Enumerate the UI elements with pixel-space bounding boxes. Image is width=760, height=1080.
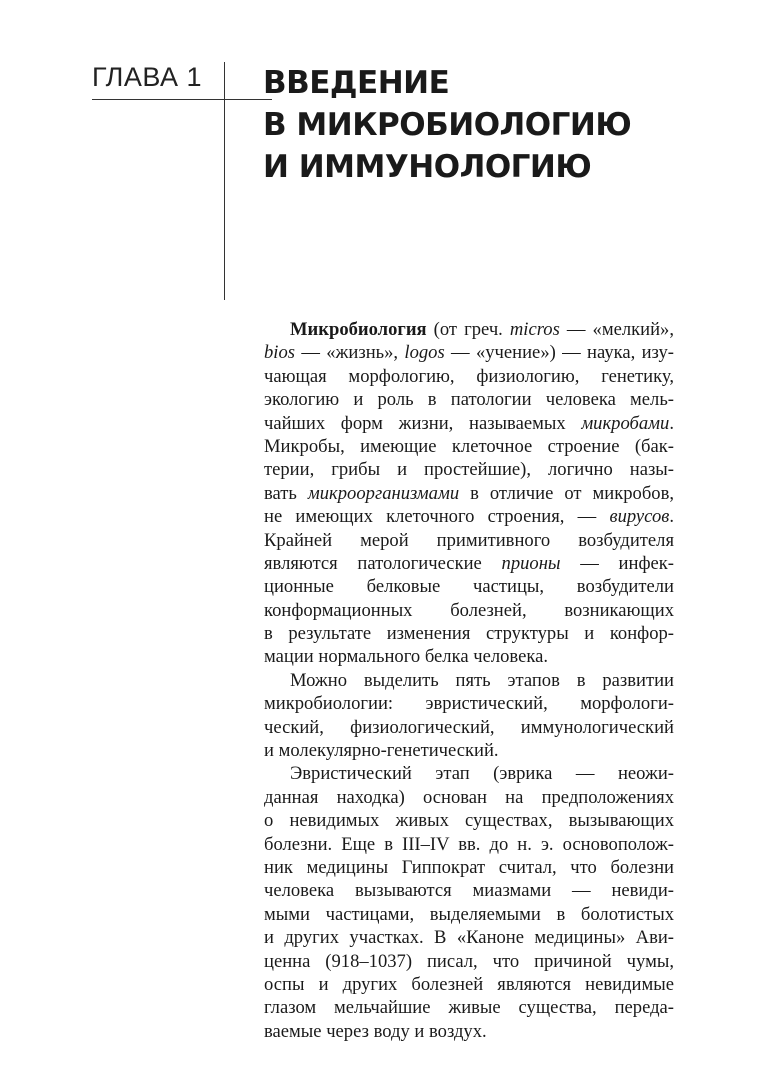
text-run: — инфек- [560, 552, 674, 574]
text-run: вать [264, 482, 308, 504]
text-run: являются патологические [264, 552, 502, 574]
italic-term: micros [509, 319, 560, 340]
text-run: Крайней мерой примитивного возбудителя [264, 529, 674, 551]
text-line [264, 505, 674, 528]
italic-term: вирусов [609, 506, 670, 528]
text-run: — «жизнь», [295, 342, 405, 364]
text-line [264, 529, 674, 552]
text-line [264, 833, 674, 856]
text-line [264, 856, 674, 879]
text-line [264, 716, 674, 739]
text-run: ваемые через воду и воздух. [264, 1020, 487, 1042]
body-text [264, 318, 674, 1043]
text-line [264, 739, 674, 762]
text-run: человека вызываются миазмами — невиди- [264, 880, 674, 902]
text-run: . [669, 506, 674, 528]
chapter-title [263, 62, 631, 188]
italic-term: bios [264, 342, 295, 364]
text-line [264, 879, 674, 902]
text-line [264, 996, 674, 1019]
text-run: в результате изменения структуры и конфор- [264, 623, 674, 645]
text-line [264, 645, 674, 668]
text-run: — «учение») — наука, изу- [444, 342, 674, 364]
chapter-title-line: В МИКРОБИОЛОГИЮ [263, 107, 632, 143]
chapter-title-line: ВВЕДЕНИЕ [263, 65, 450, 101]
text-run: не имеющих клеточного строения, — [264, 506, 610, 528]
text-line [264, 575, 674, 598]
text-run: ценна (918–1037) писал, что причиной чумы, [264, 950, 674, 972]
text-run: и других участках. В «Каноне медицины» Ави- [264, 927, 674, 949]
paragraph [264, 669, 674, 763]
text-run: болезни. Еще в III–IV вв. до н. э. основополож- [264, 833, 674, 855]
text-run: (от греч. [426, 319, 510, 340]
text-run: чайших форм жизни, называемых [264, 412, 582, 434]
text-run: — «мелкий», [559, 319, 674, 340]
italic-term: микробами [581, 412, 670, 434]
paragraph [264, 762, 674, 1043]
text-line [264, 786, 674, 809]
text-run: Можно выделить пять этапов в развитии [290, 669, 674, 691]
chapter-horizontal-rule [92, 99, 272, 100]
text-run: конформационных болезней, возникающих [264, 599, 674, 621]
text-line [264, 412, 674, 435]
text-run: глазом мельчайшие живые существа, переда- [264, 997, 674, 1019]
text-line [264, 318, 674, 341]
italic-term: прионы [501, 552, 561, 574]
text-run: в отличие от микробов, [459, 482, 675, 504]
chapter-vertical-rule [224, 62, 225, 300]
text-run: Эвристический этап (эврика — неожи- [290, 763, 674, 785]
text-run: экологию и роль в патологии человека мель- [264, 389, 674, 411]
text-line [264, 903, 674, 926]
text-run: чающая морфологию, физиологию, генетику, [264, 365, 674, 387]
text-run: . [669, 412, 674, 434]
text-run: и молекулярно-генетический. [264, 740, 499, 762]
text-line [264, 950, 674, 973]
chapter-label: ГЛАВА 1 [92, 62, 202, 92]
chapter-title-line: И ИММУНОЛОГИЮ [263, 149, 592, 185]
text-run: терии, грибы и простейшие), логично назы- [264, 459, 674, 481]
text-line [264, 388, 674, 411]
paragraph [264, 318, 674, 669]
text-line [264, 762, 674, 785]
italic-term: logos [404, 342, 445, 364]
text-run: оспы и других болезней являются невидимые [264, 973, 674, 995]
text-line [264, 341, 674, 364]
text-line [264, 482, 674, 505]
text-run: мыми частицами, выделяемыми в болотистых [264, 903, 674, 925]
text-line [264, 599, 674, 622]
text-line [264, 926, 674, 949]
text-line [264, 973, 674, 996]
text-line [264, 458, 674, 481]
bold-term: Микробиология [290, 319, 427, 340]
text-line [264, 669, 674, 692]
text-run: мации нормального белка человека. [264, 646, 548, 668]
text-run: о невидимых живых существах, вызывающих [264, 810, 674, 832]
text-line [264, 365, 674, 388]
text-run: ционные белковые частицы, возбудители [264, 576, 674, 598]
text-run: микробиологии: эвристический, морфологи- [264, 693, 674, 715]
text-line [264, 809, 674, 832]
text-run: данная находка) основан на предположениях [264, 786, 674, 808]
text-line [264, 552, 674, 575]
text-run: ник медицины Гиппократ считал, что болезни [264, 856, 674, 878]
text-line [264, 692, 674, 715]
text-run: Микробы, имеющие клеточное строение (бак- [264, 435, 674, 457]
text-run: ческий, физиологический, иммунологический [264, 716, 674, 738]
text-line [264, 1020, 674, 1043]
text-line [264, 622, 674, 645]
text-line [264, 435, 674, 458]
italic-term: микроорганизмами [307, 482, 460, 504]
